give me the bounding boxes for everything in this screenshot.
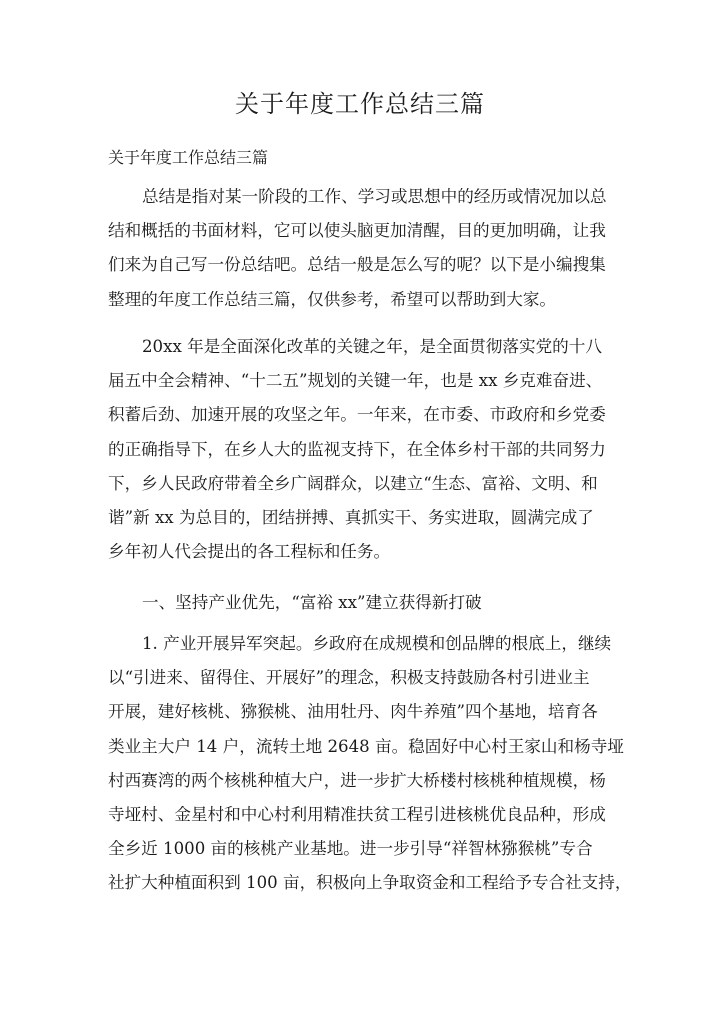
text-line: 20xx 年是全面深化改革的关键之年，是全面贯彻落实党的十八	[142, 337, 602, 356]
text-line: 1. 产业开展异军突起。乡政府在成规模和创品牌的根底上，继续	[142, 634, 612, 653]
text-line: 整理的年度工作总结三篇，仅供参考，希望可以帮助到大家。	[108, 289, 557, 309]
text-line: 社扩大种植面积到 100 亩，积极向上争取资金和工程给予专合社支持，	[108, 873, 632, 893]
text-line: 积蓄后劲、加速开展的攻坚之年。一年来，在市委、市政府和乡党委	[108, 405, 606, 425]
text-line: 类业主大户 14 户，流转土地 2648 亩。稳固好中心村王家山和杨寺垭	[108, 736, 624, 756]
paragraph-industry	[108, 627, 632, 901]
section-heading-1	[108, 586, 620, 620]
text-line: 总结是指对某一阶段的工作、学习或思想中的经历或情况加以总	[142, 187, 607, 206]
text-line: 结和概括的书面材料，它可以使头脑更加清醒，目的更加明确，让我	[108, 221, 606, 241]
paragraph-overview	[108, 330, 620, 569]
text-line: 谐”新 xx 为总目的，团结拼搏、真抓实干、务实进取，圆满完成了	[108, 507, 594, 527]
document-subtitle: 关于年度工作总结三篇	[108, 148, 269, 167]
text-line: 乡年初人代会提出的各工程标和任务。	[108, 542, 391, 562]
text-line: 的正确指导下，在乡人大的监视支持下，在全体乡村干部的共同努力	[108, 439, 606, 459]
text-line: 全乡近 1000 亩的核桃产业基地。进一步引导“祥智林猕猴桃”专合	[108, 839, 593, 859]
paragraph-intro	[108, 180, 620, 317]
document-title: 关于年度工作总结三篇	[235, 90, 485, 118]
text-line: 们来为自己写一份总结吧。总结一般是怎么写的呢？以下是小编搜集	[108, 255, 606, 275]
text-line: 以“引进来、留得住、开展好”的理念，积极支持鼓励各村引进业主	[108, 668, 590, 688]
text-line: 寺垭村、金星村和中心村利用精准扶贫工程引进核桃优良品种，形成	[108, 804, 606, 824]
section-heading-text: 一、坚持产业优先，“富裕 xx”建立获得新打破	[142, 593, 482, 612]
text-line: 届五中全会精神、“十二五”规划的关键一年，也是 xx 乡克难奋进、	[108, 371, 603, 391]
text-line: 开展，建好核桃、猕猴桃、油用牡丹、肉牛养殖”四个基地，培育各	[108, 702, 598, 722]
text-line: 下，乡人民政府带着全乡广阔群众，以建立“生态、富裕、文明、和	[108, 473, 598, 493]
text-line: 村西赛湾的两个核桃种植大户，进一步扩大桥楼村核桃种植规模，杨	[108, 770, 606, 790]
